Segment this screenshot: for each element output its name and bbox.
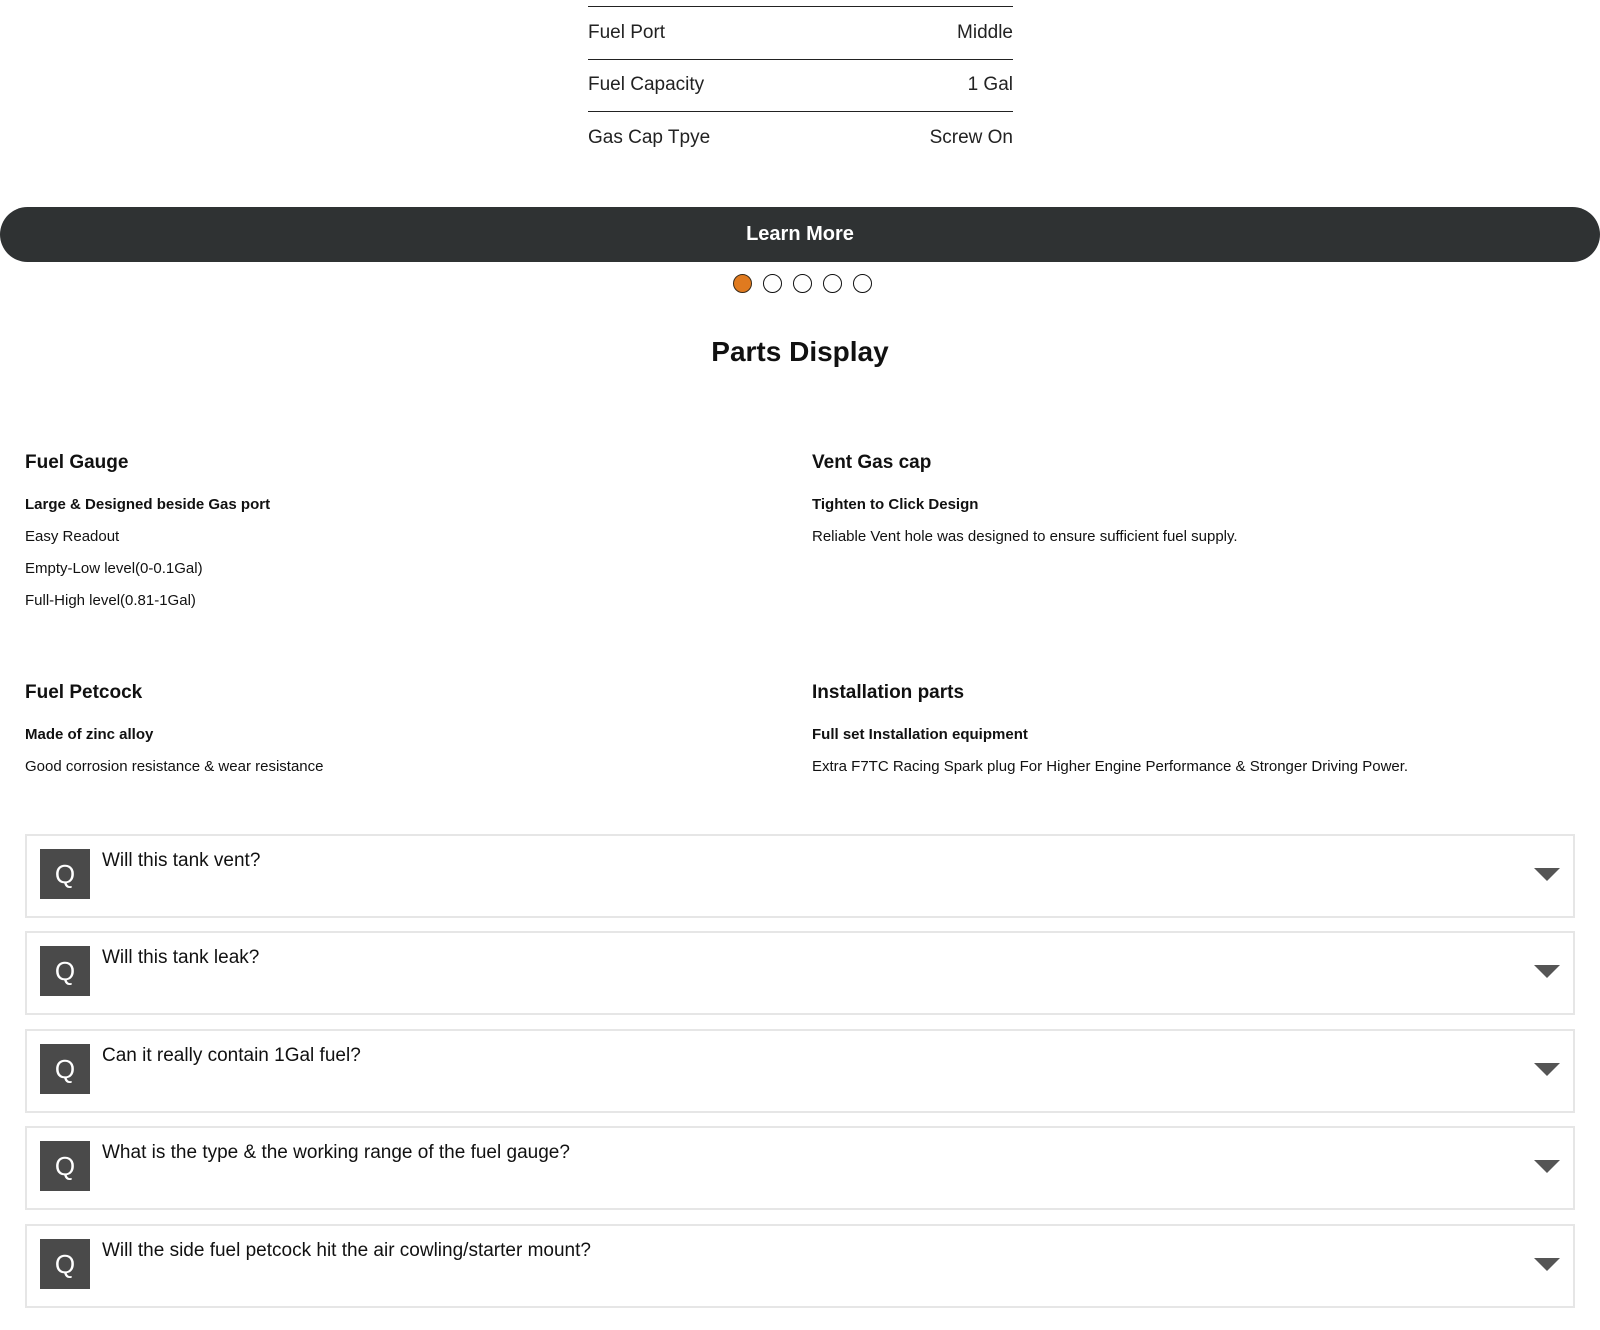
part-fuel-petcock (25, 682, 765, 790)
chevron-down-icon[interactable] (1534, 965, 1560, 978)
part-subtitle: Full set Installation equipment (812, 726, 1028, 743)
part-title: Fuel Gauge (25, 452, 129, 473)
part-detail: Full-High level(0.81-1Gal) (25, 592, 196, 609)
faq-question: What is the type & the working range of the fuel gauge? (102, 1142, 570, 1163)
spec-value: 1 Gal (967, 74, 1013, 96)
part-detail: Easy Readout (25, 528, 120, 545)
faq-question: Will this tank leak? (102, 947, 260, 968)
spec-row-fuel-capacity (588, 60, 1013, 113)
faq-question: Can it really contain 1Gal fuel? (102, 1045, 361, 1066)
carousel-dot-3[interactable] (793, 274, 812, 293)
carousel-dot-1[interactable] (733, 274, 752, 293)
chevron-down-icon[interactable] (1534, 868, 1560, 881)
learn-more-button[interactable]: Learn More (0, 207, 1600, 262)
faq-item-2[interactable] (25, 931, 1575, 1015)
faq-q-badge: Q (40, 849, 90, 899)
part-subtitle: Tighten to Click Design (812, 496, 979, 513)
faq-question: Will this tank vent? (102, 850, 261, 871)
spec-value: Screw On (929, 127, 1013, 149)
spec-label: Fuel Port (588, 21, 666, 43)
carousel-dot-5[interactable] (853, 274, 872, 293)
spec-label: Fuel Capacity (588, 74, 705, 96)
part-detail: Extra F7TC Racing Spark plug For Higher Engine Performance & Stronger Driving Power. (812, 758, 1409, 775)
part-title: Vent Gas cap (812, 452, 932, 473)
faq-q-badge: Q (40, 946, 90, 996)
part-vent-gas-cap (812, 452, 1552, 560)
part-title: Fuel Petcock (25, 682, 143, 703)
faq-item-1[interactable] (25, 834, 1575, 918)
faq-item-3[interactable] (25, 1029, 1575, 1113)
faq-q-badge: Q (40, 1044, 90, 1094)
part-installation-parts (812, 682, 1552, 790)
spec-value: Middle (957, 21, 1013, 43)
parts-display-title: Parts Display (711, 336, 889, 367)
part-fuel-gauge (25, 452, 765, 624)
faq-item-5[interactable] (25, 1224, 1575, 1308)
part-subtitle: Made of zinc alloy (25, 726, 154, 743)
part-subtitle: Large & Designed beside Gas port (25, 496, 271, 513)
spec-row-fuel-port (588, 7, 1013, 60)
spec-table (588, 6, 1013, 165)
carousel-dot-4[interactable] (823, 274, 842, 293)
part-detail: Good corrosion resistance & wear resistance (25, 758, 324, 775)
chevron-down-icon[interactable] (1534, 1063, 1560, 1076)
carousel-dot-2[interactable] (763, 274, 782, 293)
chevron-down-icon[interactable] (1534, 1258, 1560, 1271)
spec-row-gas-cap-type (588, 112, 1013, 165)
part-detail: Reliable Vent hole was designed to ensure sufficient fuel supply. (812, 528, 1238, 545)
faq-item-4[interactable] (25, 1126, 1575, 1210)
faq-q-badge: Q (40, 1141, 90, 1191)
faq-q-badge: Q (40, 1239, 90, 1289)
spec-label: Gas Cap Tpye (588, 127, 711, 149)
chevron-down-icon[interactable] (1534, 1160, 1560, 1173)
carousel-pagination (733, 274, 872, 293)
faq-question: Will the side fuel petcock hit the air cowling/starter mount? (102, 1240, 591, 1261)
part-title: Installation parts (812, 682, 965, 703)
part-detail: Empty-Low level(0-0.1Gal) (25, 560, 203, 577)
